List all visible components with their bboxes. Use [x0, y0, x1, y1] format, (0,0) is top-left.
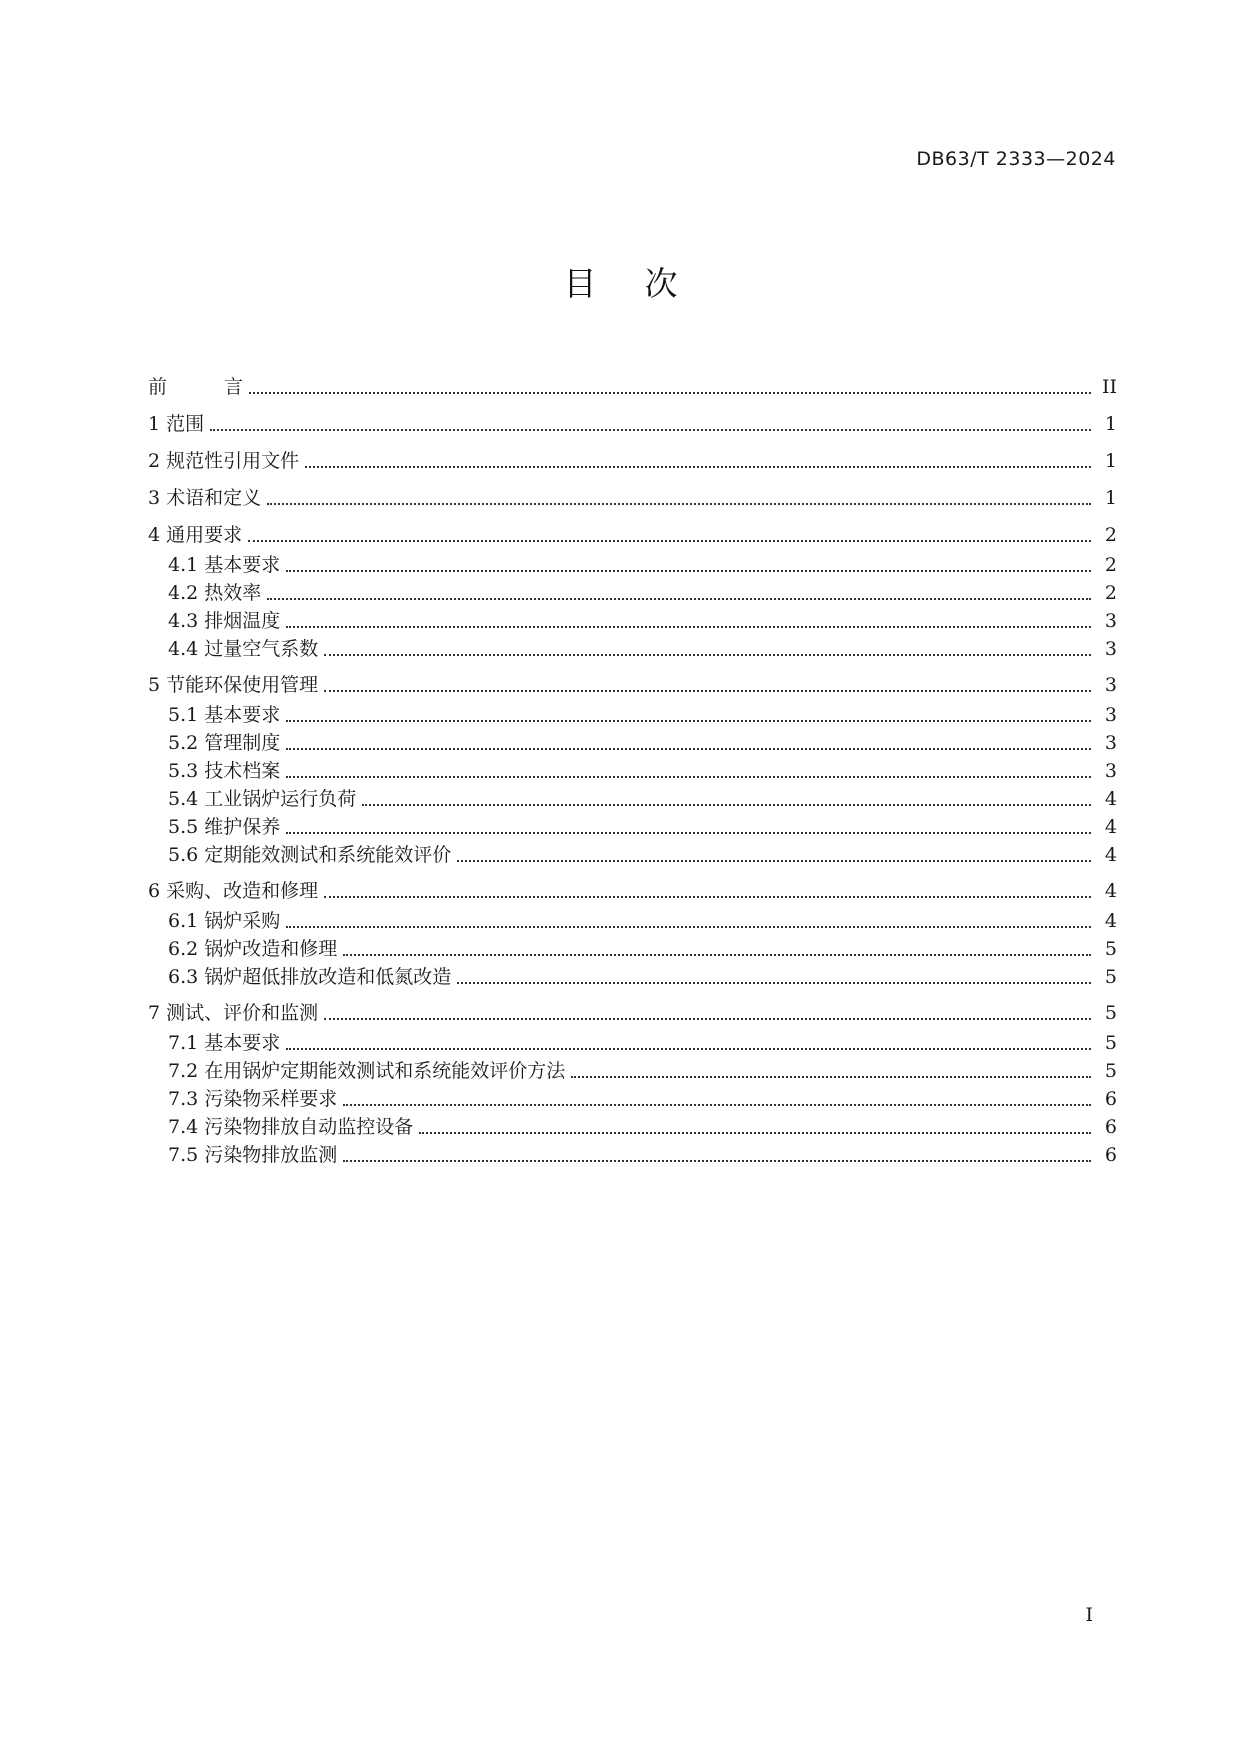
dot-leader — [305, 466, 1091, 468]
dot-leader — [362, 804, 1091, 806]
toc-entry-label: 7.5 污染物排放监测 — [168, 1144, 338, 1166]
toc-entry-label: 7.2 在用锅炉定期能效测试和系统能效评价方法 — [168, 1060, 566, 1082]
toc-entry-page: 2 — [1104, 554, 1117, 576]
toc-entry-7-5[interactable] — [148, 1140, 1117, 1170]
toc-entry-5-3[interactable] — [148, 756, 1117, 786]
dot-leader — [267, 598, 1091, 600]
toc-entry-page: 1 — [1104, 487, 1117, 509]
toc-entry-page: 3 — [1104, 760, 1117, 782]
toc-entry-page: 6 — [1104, 1116, 1117, 1138]
toc-entry-label: 5.5 维护保养 — [168, 816, 281, 838]
toc-entry-label: 5.3 技术档案 — [168, 760, 281, 782]
toc-entry-6-1[interactable] — [148, 906, 1117, 936]
dot-leader — [324, 1018, 1091, 1020]
toc-entry-label: 5 节能环保使用管理 — [148, 674, 319, 696]
toc-entry-5-5[interactable] — [148, 812, 1117, 842]
toc-entry-page: 3 — [1104, 704, 1117, 726]
toc-entry-7[interactable] — [148, 998, 1117, 1028]
toc-entry-page: 4 — [1104, 880, 1117, 902]
toc-entry-4-2[interactable] — [148, 578, 1117, 608]
toc-entry-label: 1 范围 — [148, 413, 205, 435]
toc-entry-4-4[interactable] — [148, 634, 1117, 664]
toc-entry-page: 5 — [1104, 1032, 1117, 1054]
dot-leader — [324, 654, 1091, 656]
toc-entry-7-1[interactable] — [148, 1028, 1117, 1058]
toc-entry-page: 5 — [1104, 1002, 1117, 1024]
dot-leader — [571, 1076, 1091, 1078]
toc-entry-7-4[interactable] — [148, 1112, 1117, 1142]
toc-entry-5-6[interactable] — [148, 840, 1117, 870]
toc-entry-page: 2 — [1104, 582, 1117, 604]
toc-entry-page: 3 — [1104, 638, 1117, 660]
dot-leader — [286, 748, 1091, 750]
dot-leader — [248, 540, 1091, 542]
toc-entry-label: 6.1 锅炉采购 — [168, 910, 281, 932]
toc-entry-page: 6 — [1104, 1144, 1117, 1166]
dot-leader — [286, 720, 1091, 722]
toc-entry-5-1[interactable] — [148, 700, 1117, 730]
toc-entry-page: 5 — [1104, 1060, 1117, 1082]
toc-entry-label: 6.2 锅炉改造和修理 — [168, 938, 338, 960]
toc-entry-5-2[interactable] — [148, 728, 1117, 758]
toc-entry-label: 2 规范性引用文件 — [148, 450, 300, 472]
toc-entry-6-2[interactable] — [148, 934, 1117, 964]
dot-leader — [324, 896, 1091, 898]
dot-leader — [286, 1048, 1091, 1050]
toc-entry-label: 5.4 工业锅炉运行负荷 — [168, 788, 357, 810]
toc-entry-page: II — [1101, 376, 1117, 398]
toc-entry-6[interactable] — [148, 876, 1117, 906]
toc-entry-page: 4 — [1104, 816, 1117, 838]
toc-entry-page: 4 — [1104, 910, 1117, 932]
toc-entry-6-3[interactable] — [148, 962, 1117, 992]
toc-entry-label: 3 术语和定义 — [148, 487, 262, 509]
dot-leader — [286, 926, 1091, 928]
toc-entry-page: 4 — [1104, 788, 1117, 810]
toc-entry-4-1[interactable] — [148, 550, 1117, 580]
dot-leader — [210, 429, 1091, 431]
toc-entry-label: 5.1 基本要求 — [168, 704, 281, 726]
toc-entry-5[interactable] — [148, 670, 1117, 700]
toc-entry-label: 4.3 排烟温度 — [168, 610, 281, 632]
document-code: DB63/T 2333—2024 — [916, 148, 1116, 170]
toc-entry-label: 7 测试、评价和监测 — [148, 1002, 319, 1024]
toc-entry-page: 3 — [1104, 732, 1117, 754]
dot-leader — [343, 1160, 1091, 1162]
toc-entry-label: 4.4 过量空气系数 — [168, 638, 319, 660]
dot-leader — [324, 690, 1091, 692]
toc-entry-2[interactable] — [148, 446, 1117, 476]
dot-leader — [457, 860, 1091, 862]
toc-entry-label: 7.4 污染物排放自动监控设备 — [168, 1116, 414, 1138]
page-number: I — [1085, 1604, 1093, 1626]
dot-leader — [286, 776, 1091, 778]
toc-entry-7-2[interactable] — [148, 1056, 1117, 1086]
dot-leader — [267, 503, 1091, 505]
toc-entry-label: 4.1 基本要求 — [168, 554, 281, 576]
toc-entry-label: 前 言 — [148, 376, 244, 398]
page-title: 目次 — [563, 264, 726, 303]
toc-entry-foreword[interactable] — [148, 372, 1117, 402]
toc-entry-page: 2 — [1104, 524, 1117, 546]
toc-entry-label: 5.2 管理制度 — [168, 732, 281, 754]
toc-entry-1[interactable] — [148, 409, 1117, 439]
toc-entry-page: 1 — [1104, 413, 1117, 435]
dot-leader — [457, 982, 1091, 984]
toc-entry-label: 7.1 基本要求 — [168, 1032, 281, 1054]
toc-entry-4-3[interactable] — [148, 606, 1117, 636]
toc-entry-label: 5.6 定期能效测试和系统能效评价 — [168, 844, 452, 866]
toc-entry-page: 1 — [1104, 450, 1117, 472]
toc-entry-page: 4 — [1104, 844, 1117, 866]
toc-entry-7-3[interactable] — [148, 1084, 1117, 1114]
dot-leader — [419, 1132, 1091, 1134]
toc-entry-label: 4 通用要求 — [148, 524, 243, 546]
toc-entry-page: 5 — [1104, 938, 1117, 960]
toc-entry-label: 4.2 热效率 — [168, 582, 262, 604]
dot-leader — [286, 570, 1091, 572]
dot-leader — [343, 954, 1091, 956]
dot-leader — [286, 832, 1091, 834]
toc-entry-5-4[interactable] — [148, 784, 1117, 814]
toc-entry-page: 5 — [1104, 966, 1117, 988]
dot-leader — [286, 626, 1091, 628]
toc-entry-label: 6 采购、改造和修理 — [148, 880, 319, 902]
toc-entry-page: 3 — [1104, 674, 1117, 696]
dot-leader — [249, 392, 1091, 394]
toc-entry-page: 3 — [1104, 610, 1117, 632]
toc-entry-4[interactable] — [148, 520, 1117, 550]
toc-entry-3[interactable] — [148, 483, 1117, 513]
dot-leader — [343, 1104, 1091, 1106]
toc-entry-label: 7.3 污染物采样要求 — [168, 1088, 338, 1110]
toc-entry-label: 6.3 锅炉超低排放改造和低氮改造 — [168, 966, 452, 988]
toc-entry-page: 6 — [1104, 1088, 1117, 1110]
